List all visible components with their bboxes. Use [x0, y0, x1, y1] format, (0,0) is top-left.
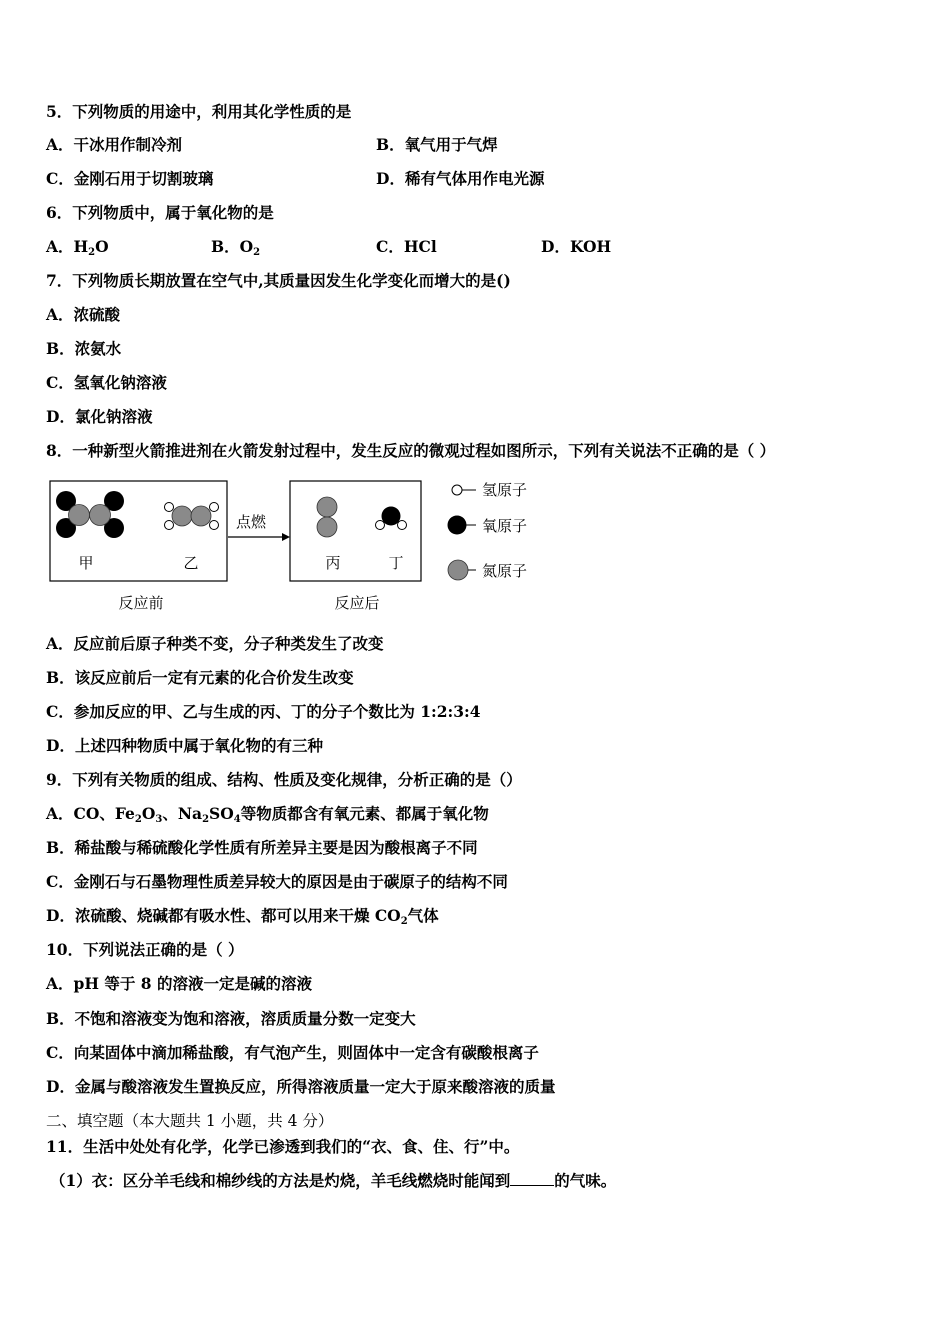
- legend-oxygen: [448, 516, 528, 536]
- q5-option-a: A．干冰用作制冷剂: [46, 135, 183, 154]
- svg-text:氢原子: 氢原子: [482, 481, 528, 499]
- q5-option-d: D．稀有气体用作电光源: [376, 169, 545, 188]
- before-box: [50, 481, 227, 581]
- q9-option-c: C．金刚石与石墨物理性质差异较大的原因是由于碳原子的结构不同: [46, 872, 508, 891]
- label-jia: 甲: [78, 554, 94, 572]
- label-bing: 丙: [325, 554, 341, 572]
- q5-stem: 5．下列物质的用途中，利用其化学性质的是: [46, 102, 352, 121]
- q10-option-b: B．不饱和溶液变为饱和溶液，溶质质量分数一定变大: [46, 1009, 416, 1028]
- q6-option-c: C．HCl: [376, 237, 437, 256]
- q6-option-a: A．$H_2O$: [46, 237, 109, 258]
- q8-option-c: C．参加反应的甲、乙与生成的丙、丁的分子个数比为 1:2:3:4: [46, 702, 481, 721]
- q11-sub1: （1）衣：区分羊毛线和棉纱线的方法是灼烧，羊毛线燃烧时能闻到 的气味。: [50, 1171, 617, 1190]
- q10-stem: 10．下列说法正确的是（ ）: [46, 940, 244, 959]
- q5-option-c: C．金刚石用于切割玻璃: [46, 169, 214, 188]
- legend-nitrogen: [448, 560, 527, 580]
- q7-option-a: A．浓硫酸: [46, 305, 121, 324]
- arrow-label: 点燃: [235, 513, 267, 531]
- legend-hydrogen: [452, 481, 527, 499]
- label-after: 反应后: [334, 594, 380, 612]
- q9-option-b: B．稀盐酸与稀硫酸化学性质有所差异主要是因为酸根离子不同: [46, 838, 478, 857]
- q8-option-a: A．反应前后原子种类不变，分子种类发生了改变: [46, 634, 384, 653]
- q5-option-b: B．氧气用于气焊: [376, 135, 498, 154]
- q7-stem: 7．下列物质长期放置在空气中,其质量因发生化学变化而增大的是(): [46, 271, 511, 290]
- q10-option-a: A．pH 等于 8 的溶液一定是碱的溶液: [46, 974, 312, 993]
- label-ding: 丁: [388, 554, 404, 572]
- q8-option-b: B．该反应前后一定有元素的化合价发生改变: [46, 668, 354, 687]
- q9-stem: 9．下列有关物质的组成、结构、性质及变化规律，分析正确的是（）: [46, 770, 522, 789]
- q7-option-b: B．浓氨水: [46, 339, 122, 358]
- label-before: 反应前: [118, 594, 164, 612]
- q6-stem: 6．下列物质中，属于氧化物的是: [46, 203, 274, 222]
- q9-option-a: A．CO、$Fe_2O_3$、$Na_2SO_4$等物质都含有氧元素、都属于氧化物: [46, 804, 489, 825]
- q7-option-c: C．氢氧化钠溶液: [46, 373, 167, 392]
- q6-option-d: D．KOH: [541, 237, 612, 256]
- q8-stem: 8．一种新型火箭推进剂在火箭发射过程中，发生反应的微观过程如图所示，下列有关说法不正确的是（ ）: [46, 441, 776, 460]
- q11-stem: 11．生活中处处有化学，化学已渗透到我们的“衣、食、住、行”中。: [46, 1137, 520, 1156]
- q10-option-d: D．金属与酸溶液发生置换反应，所得溶液质量一定大于原来酸溶液的质量: [46, 1077, 556, 1096]
- svg-text:氮原子: 氮原子: [482, 562, 528, 580]
- label-yi: 乙: [183, 554, 199, 572]
- q6-option-b: B．$O_2$: [211, 237, 261, 258]
- svg-text:氧原子: 氧原子: [482, 517, 528, 535]
- reaction-diagram: [0, 470, 600, 620]
- q9-option-d: D．浓硫酸、烧碱都有吸水性、都可以用来干燥 $CO_2$气体: [46, 906, 439, 927]
- section-heading: 二、填空题（本大题共 1 小题，共 4 分）: [46, 1112, 334, 1130]
- answer-blank[interactable]: [510, 1171, 554, 1186]
- q10-option-c: C．向某固体中滴加稀盐酸，有气泡产生，则固体中一定含有碳酸根离子: [46, 1043, 539, 1062]
- q8-option-d: D．上述四种物质中属于氧化物的有三种: [46, 736, 323, 755]
- q7-option-d: D．氯化钠溶液: [46, 407, 153, 426]
